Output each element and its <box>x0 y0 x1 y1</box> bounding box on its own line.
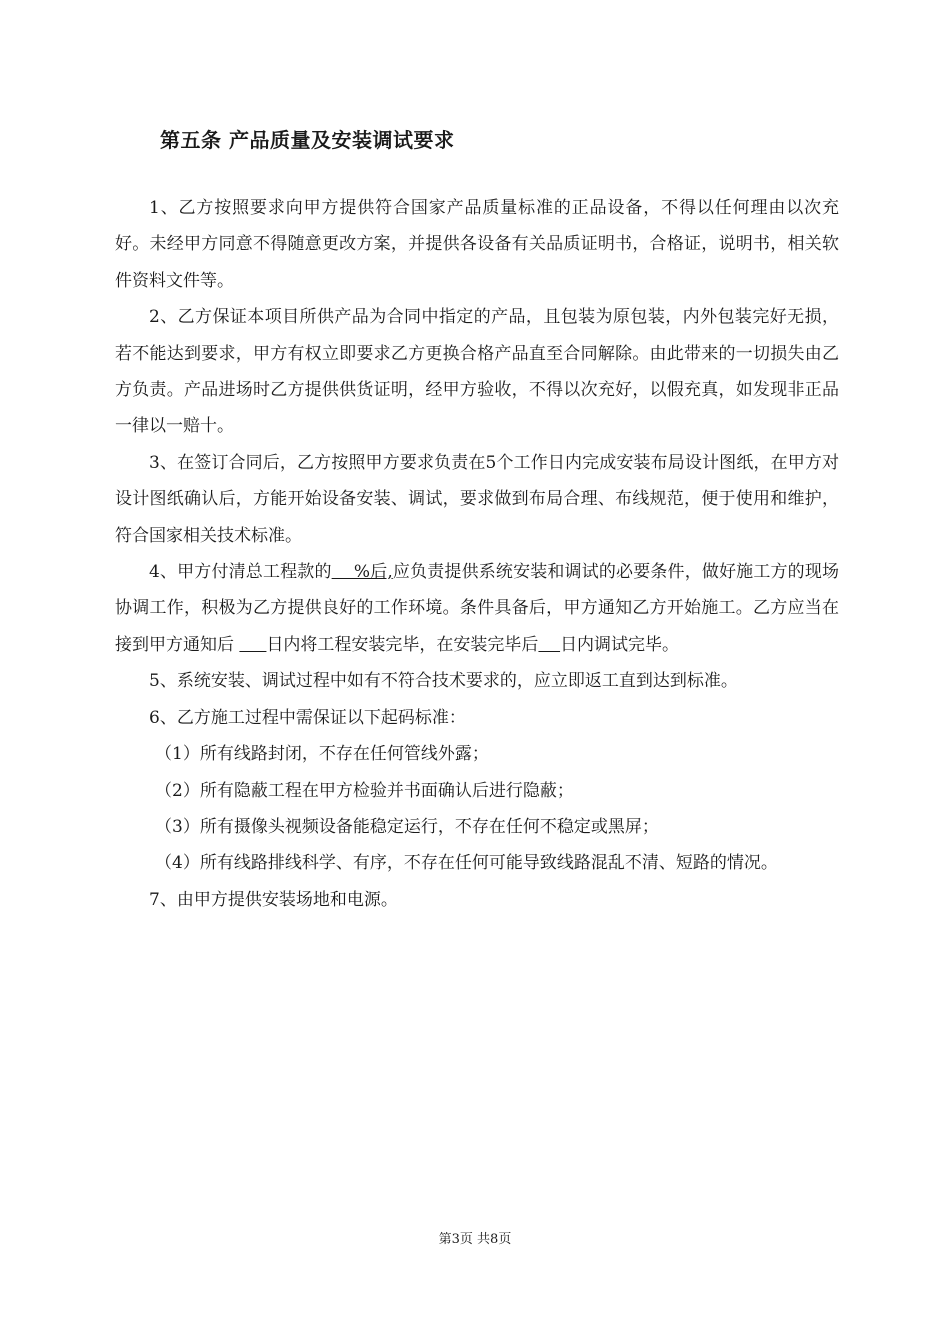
clause-6-item: （4）所有线路排线科学、有序，不存在任何可能导致线路混乱不清、短路的情况。 <box>155 853 778 874</box>
clause-6: 6、乙方施工过程中需保证以下起码标准： <box>149 707 466 728</box>
clause-4-part2: 应负责提供系统安装和调试的必要条件，做好施工方的现场协调工作，积极为乙方提供良好的工作环境。条件具备后，甲方通知乙方开始施工。乙方应当在接到甲方通知后 <box>115 562 839 655</box>
clause-4-part3: 日内将工程安装完毕，在安装完毕后 <box>266 634 539 655</box>
clause-6-item: （2）所有隐蔽工程在甲方检验并书面确认后进行隐蔽； <box>155 780 574 801</box>
clause-6-item: （1）所有线路封闭，不存在任何管线外露； <box>155 744 489 765</box>
clause-1: 1、乙方按照要求向甲方提供符合国家产品质量标准的正品设备，不得以任何理由以次充好。未经甲方同意不得随意更改方案，并提供各设备有关品质证明书，合格证，说明书，相关软件资料文件等。 <box>115 198 839 291</box>
section-heading: 第五条 产品质量及安装调试要求 <box>160 128 455 152</box>
clause-2: 2、乙方保证本项目所供产品为合同中指定的产品，且包装为原包装，内外包装完好无损，若不能达到要求，甲方有权立即要求乙方更换合格产品直至合同解除。由此带来的一切损失由乙方负责。产品进场时乙方提供供货证明，经甲方验收，不得以次充好，以假充真，如发现非正品一律以一赔十。 <box>115 307 839 437</box>
clause-5: 5、系统安装、调试过程中如有不符合技术要求的，应立即返工直到达到标准。 <box>149 671 738 692</box>
clause-7: 7、由甲方提供安装场地和电源。 <box>149 889 398 910</box>
clause-4-blank-percent: %后, <box>331 562 393 583</box>
clause-4 <box>115 554 839 663</box>
section-body <box>115 190 839 918</box>
clause-4-part4: 日内调试完毕。 <box>560 634 680 655</box>
clause-4-part1: 4、甲方付清总工程款的 <box>149 562 332 583</box>
clause-4-blank-debug-days <box>538 635 560 655</box>
clause-3: 3、在签订合同后，乙方按照甲方要求负责在5个工作日内完成安装布局设计图纸，在甲方对设计图纸确认后，方能开始设备安装、调试，要求做到布局合理、布线规范，便于使用和维护，符合国家相关技术标准。 <box>115 452 839 546</box>
clause-4-blank-install-days <box>239 635 266 655</box>
page-number-footer: 第3页 共8页 <box>438 1232 512 1247</box>
clause-6-item: （3）所有摄像头视频设备能稳定运行，不存在任何不稳定或黑屏； <box>155 816 659 837</box>
